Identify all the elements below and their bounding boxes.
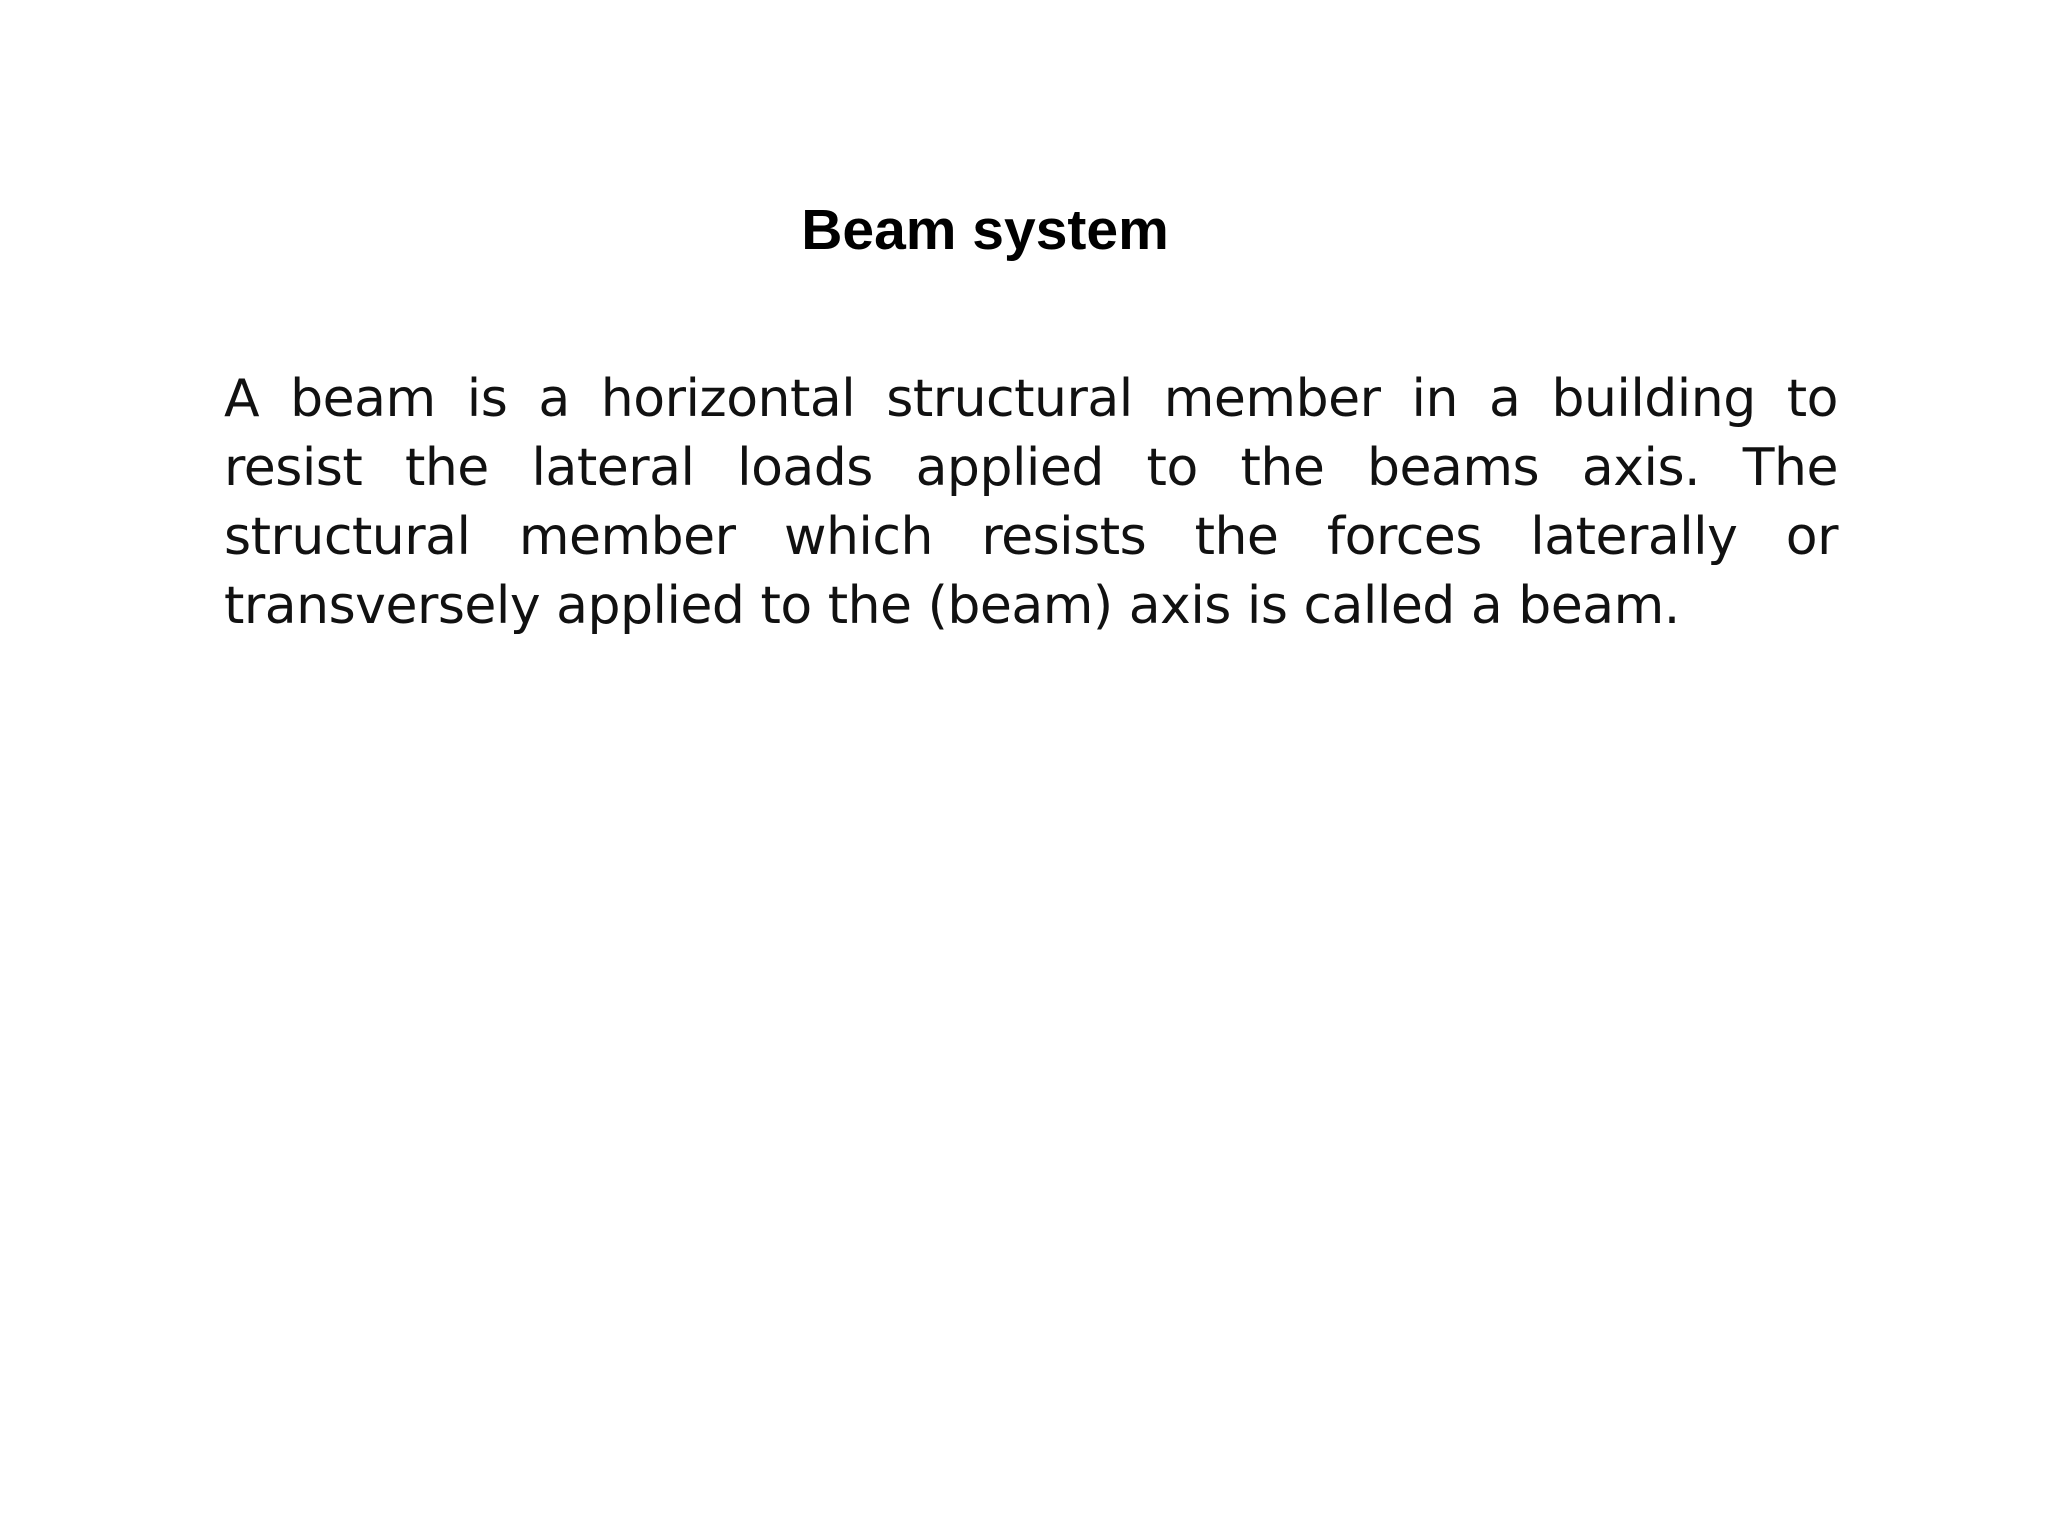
slide-body-paragraph: A beam is a horizontal structural member in a building to resist the lateral loads applied to the beams axis. The structural member which resists the forces laterally or transversely applied to the (beam) axis is called a beam. bbox=[224, 369, 1838, 636]
slide-title: Beam system bbox=[801, 198, 1169, 262]
